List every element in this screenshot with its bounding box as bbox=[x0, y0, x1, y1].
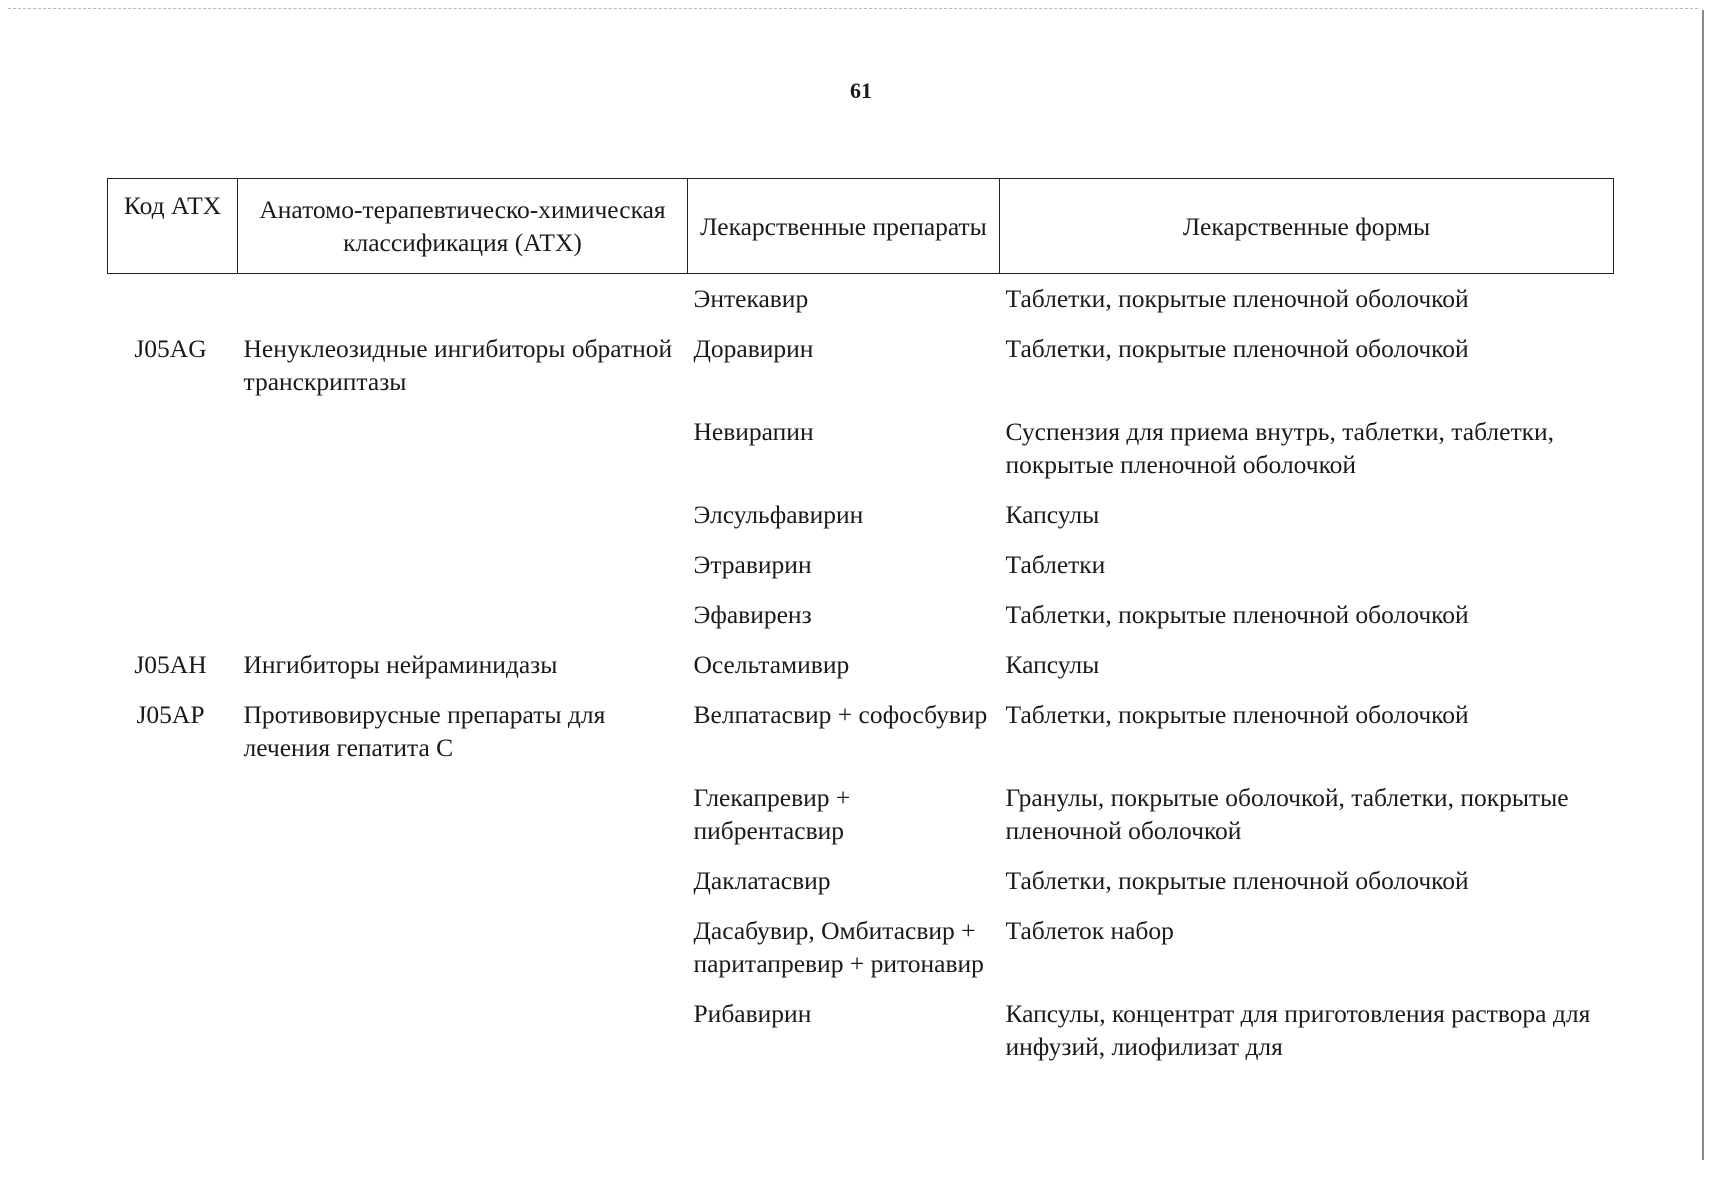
page-right-edge bbox=[1702, 10, 1704, 1160]
cell-classification: Противовирусные препараты для лечения гепатита С bbox=[243, 700, 606, 762]
cell-form: Таблетки, покрытые пленочной оболочкой bbox=[1005, 700, 1469, 729]
cell-drug: Дасабувир, Омбитасвир + паритапревир + ритонавир bbox=[693, 916, 984, 978]
cell-classification bbox=[238, 850, 688, 900]
cell-drug: Невирапин bbox=[693, 417, 814, 446]
table-row bbox=[108, 534, 1614, 584]
cell-classification bbox=[238, 983, 688, 1066]
cell-code bbox=[108, 534, 238, 584]
cell-classification bbox=[238, 484, 688, 534]
table-row bbox=[108, 274, 1614, 319]
cell-code bbox=[108, 850, 238, 900]
cell-form: Капсулы bbox=[1005, 650, 1100, 679]
cell-drug: Эфавиренз bbox=[693, 600, 812, 629]
cell-form: Гранулы, покрытые оболочкой, таблетки, покрытые пленочной оболочкой bbox=[1005, 783, 1569, 845]
cell-form: Таблетки, покрытые пленочной оболочкой bbox=[1005, 334, 1469, 363]
table-row bbox=[108, 900, 1614, 983]
table-row bbox=[108, 634, 1614, 684]
cell-drug: Доравирин bbox=[693, 334, 814, 363]
cell-code: J05AP bbox=[136, 700, 205, 729]
cell-code: J05AG bbox=[134, 334, 207, 363]
table-row bbox=[108, 318, 1614, 401]
cell-drug: Этравирин bbox=[693, 550, 812, 579]
cell-form: Таблетки bbox=[1005, 550, 1106, 579]
table-row bbox=[108, 484, 1614, 534]
cell-drug: Рибавирин bbox=[693, 999, 812, 1028]
table-header-row bbox=[108, 179, 1614, 274]
cell-code bbox=[108, 900, 238, 983]
cell-code bbox=[108, 983, 238, 1066]
header-drugs: Лекарственные препараты bbox=[688, 179, 1000, 274]
cell-form: Капсулы, концентрат для приготовления раствора для инфузий, лиофилизат для bbox=[1005, 999, 1591, 1061]
cell-code bbox=[108, 274, 238, 319]
table-row bbox=[108, 684, 1614, 767]
cell-classification: Ненуклеозидные ингибиторы обратной транскриптазы bbox=[243, 334, 673, 396]
table-row bbox=[108, 767, 1614, 850]
cell-code bbox=[108, 401, 238, 484]
cell-code bbox=[108, 584, 238, 634]
table-row bbox=[108, 584, 1614, 634]
header-code: Код АТХ bbox=[108, 179, 238, 274]
cell-drug: Глекапревир + пибрентасвир bbox=[693, 783, 851, 845]
cell-form: Таблетки, покрытые пленочной оболочкой bbox=[1005, 284, 1469, 313]
cell-classification bbox=[238, 584, 688, 634]
table-row bbox=[108, 401, 1614, 484]
cell-form: Таблетки, покрытые пленочной оболочкой bbox=[1005, 600, 1469, 629]
header-classification: Анатомо-терапевтическо-химическая классификация (АТХ) bbox=[238, 179, 688, 274]
cell-form: Суспензия для приема внутрь, таблетки, таблетки, покрытые пленочной оболочкой bbox=[1005, 417, 1555, 479]
header-forms: Лекарственные формы bbox=[1000, 179, 1614, 274]
cell-drug: Осельтамивир bbox=[693, 650, 850, 679]
cell-drug: Энтекавир bbox=[693, 284, 809, 313]
page-number: 61 bbox=[850, 78, 872, 103]
cell-form: Таблетки, покрытые пленочной оболочкой bbox=[1005, 866, 1469, 895]
cell-code bbox=[108, 767, 238, 850]
cell-drug: Элсульфавирин bbox=[693, 500, 864, 529]
atx-drug-table bbox=[107, 178, 1614, 1066]
table-row bbox=[108, 983, 1614, 1066]
cell-form: Капсулы bbox=[1005, 500, 1100, 529]
cell-code: J05AH bbox=[134, 650, 207, 679]
cell-classification bbox=[238, 767, 688, 850]
cell-drug: Даклатасвир bbox=[693, 866, 831, 895]
cell-code bbox=[108, 484, 238, 534]
cell-classification bbox=[238, 274, 688, 319]
table-body bbox=[108, 274, 1614, 1067]
cell-classification bbox=[238, 401, 688, 484]
page-top-edge bbox=[8, 8, 1698, 9]
table-row bbox=[108, 850, 1614, 900]
cell-classification: Ингибиторы нейраминидазы bbox=[243, 650, 558, 679]
cell-form: Таблеток набор bbox=[1005, 916, 1174, 945]
cell-classification bbox=[238, 534, 688, 584]
cell-drug: Велпатасвир + софосбувир bbox=[693, 700, 988, 729]
cell-classification bbox=[238, 900, 688, 983]
